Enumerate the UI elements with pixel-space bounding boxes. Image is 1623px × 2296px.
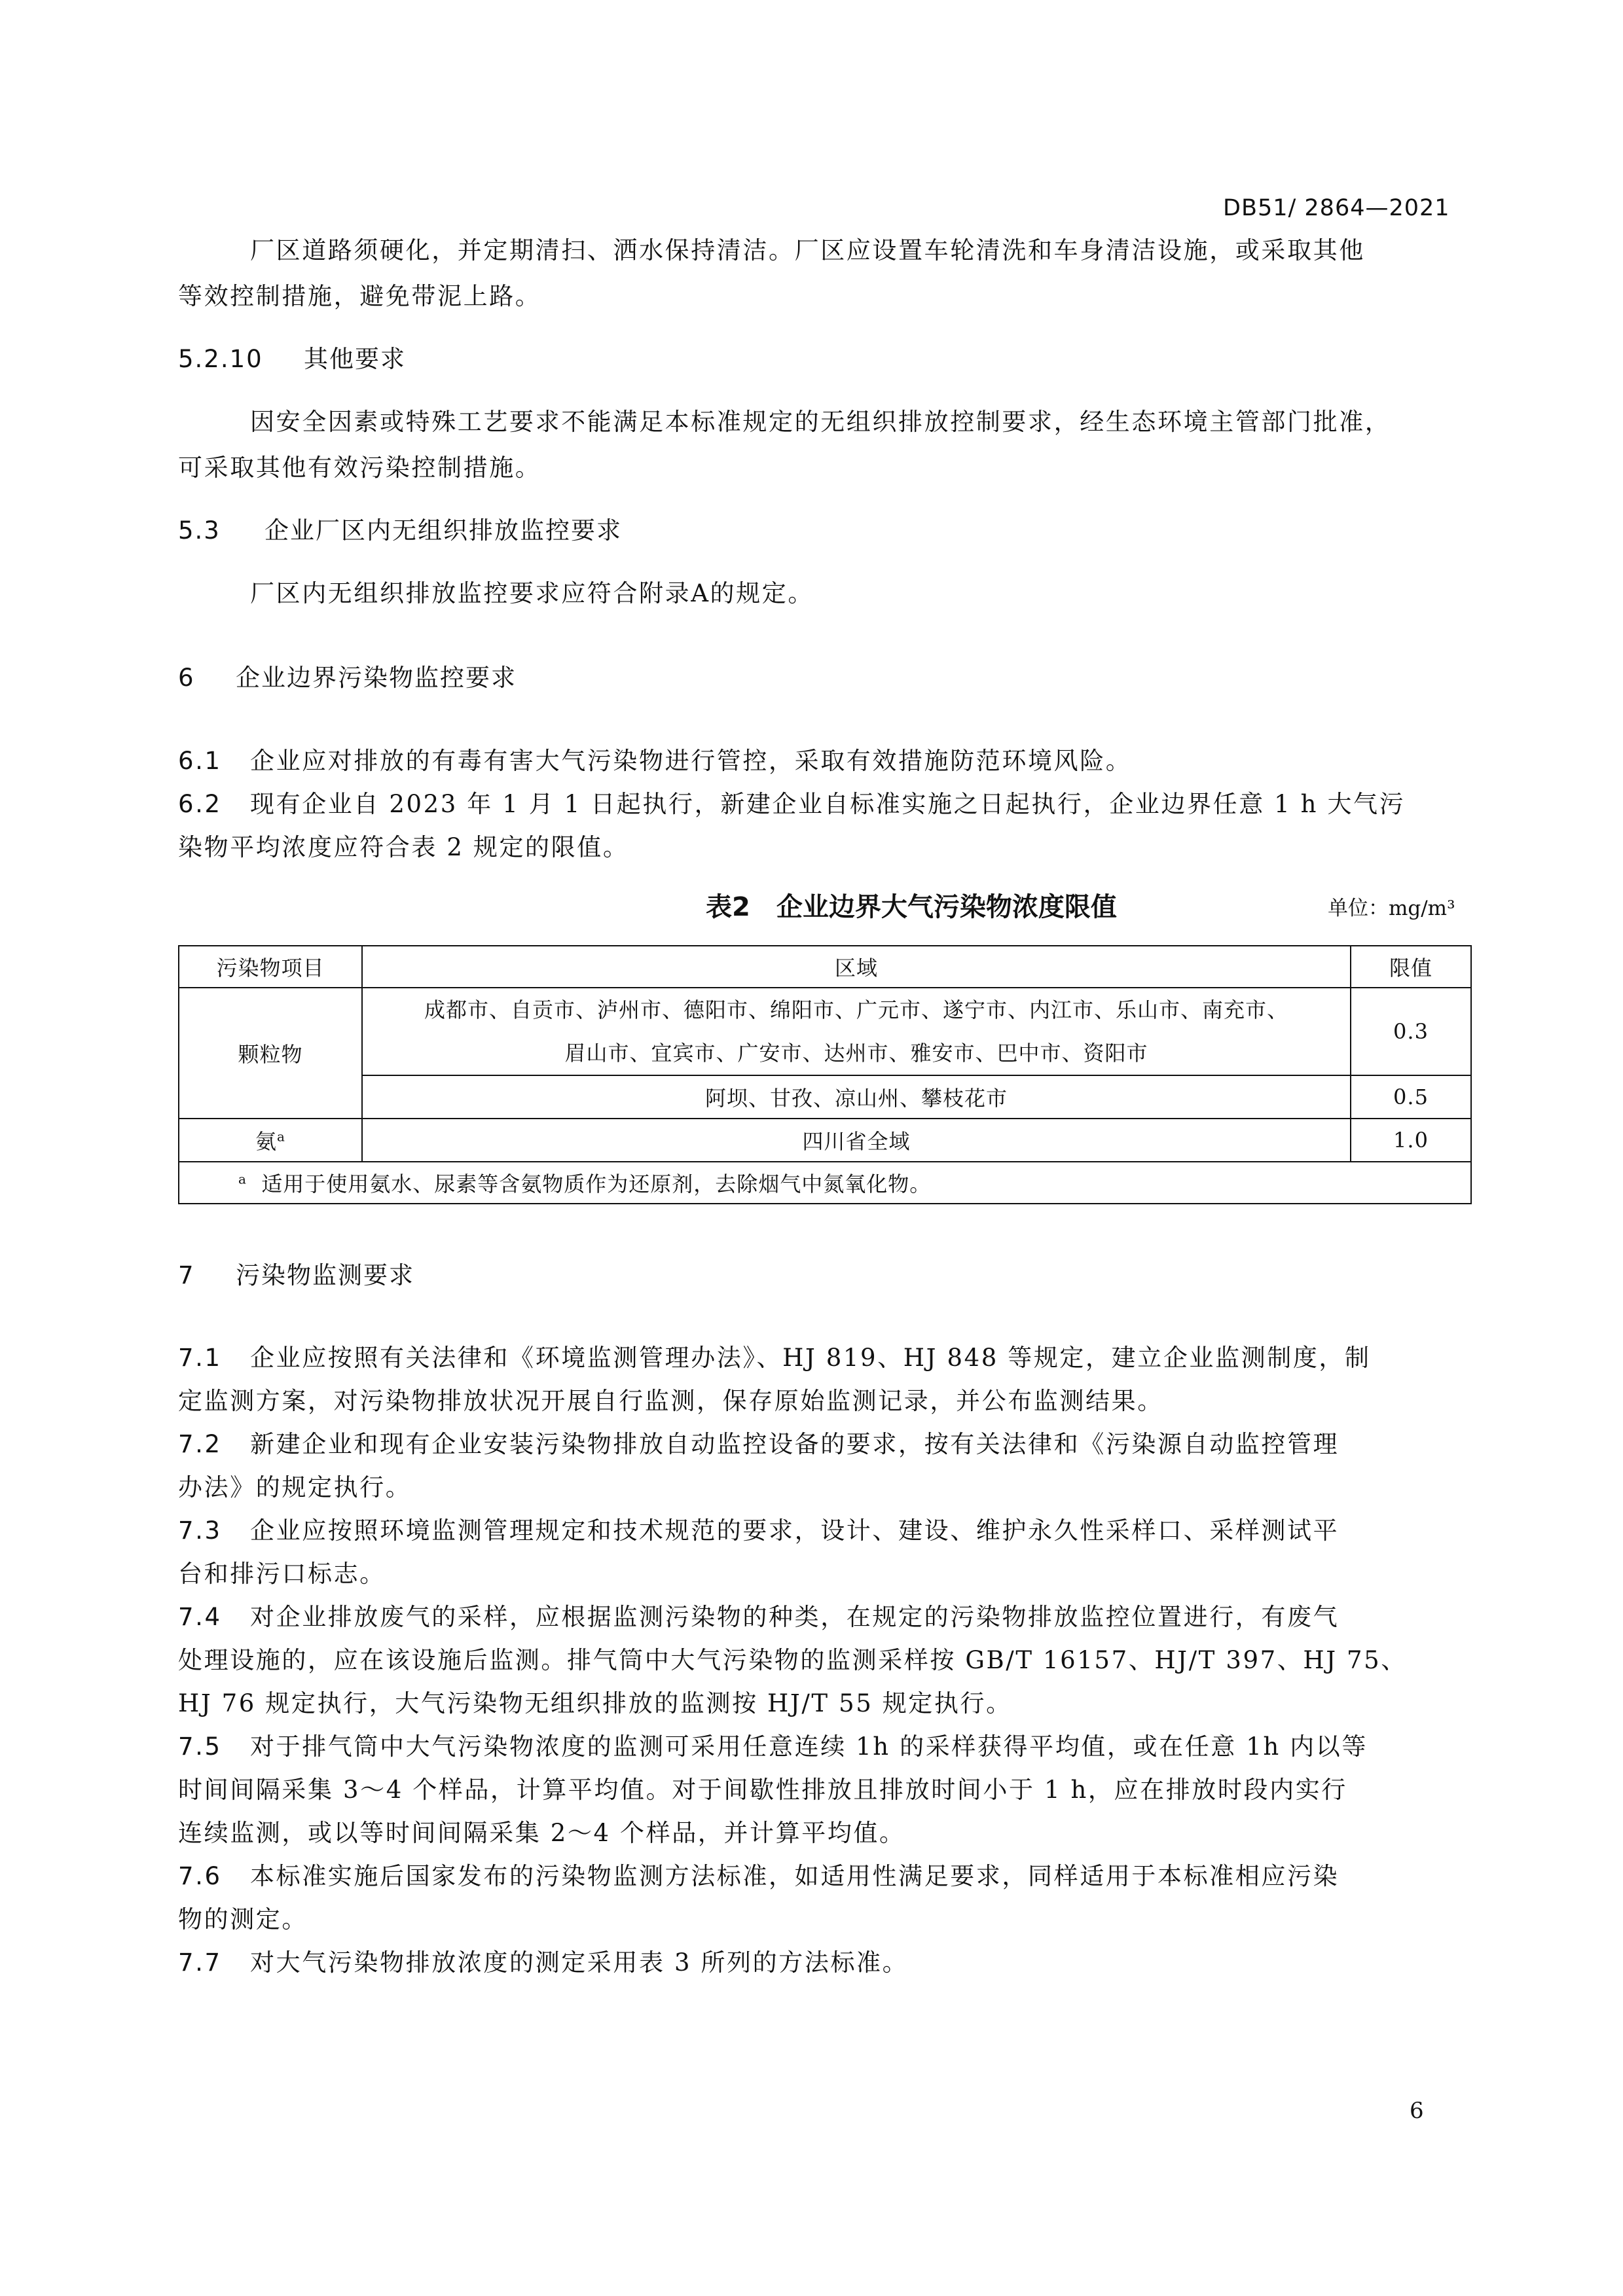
region-line: 成都市、自贡市、泸州市、德阳市、绵阳市、广元市、遂宁市、内江市、乐山市、南充市、 <box>424 997 1288 1022</box>
clause-7-6-continued: 物的测定。 <box>178 1905 308 1933</box>
clause-7-4-continued-2: HJ 76 规定执行，大气污染物无组织排放的监测按 HJ/T 55 规定执行。 <box>178 1689 1012 1717</box>
clause-number: 7.1 <box>178 1344 222 1372</box>
clause-number: 7.4 <box>178 1603 222 1631</box>
cell-limit: 0.3 <box>1351 988 1471 1075</box>
section-number: 6 <box>178 664 195 692</box>
clause-7-4 <box>178 1597 1339 1632</box>
section-title: 企业边界污染物监控要求 <box>236 664 517 692</box>
footnote-marker: a <box>238 1171 247 1187</box>
paragraph-road-line1: 厂区道路须硬化，并定期清扫、洒水保持清洁。厂区应设置车轮清洗和车身清洁设施，或采取其他 <box>250 236 1365 264</box>
footnote-marker: a <box>277 1128 285 1145</box>
clause-text: 企业应按照环境监测管理规定和技术规范的要求，设计、建设、维护永久性采样口、采样测试平 <box>250 1516 1340 1545</box>
section-title: 其他要求 <box>304 345 406 373</box>
clause-7-6 <box>178 1856 1339 1892</box>
clause-text: 对大气污染物排放浓度的测定采用表 3 所列的方法标准。 <box>250 1948 909 1977</box>
section-heading-5-3 <box>178 511 622 546</box>
clause-6-1 <box>178 741 1131 776</box>
clause-number: 6.2 <box>178 790 222 818</box>
section-number: 5.3 <box>178 516 221 545</box>
clause-7-3-continued: 台和排污口标志。 <box>178 1560 386 1588</box>
section-number: 5.2.10 <box>178 345 263 373</box>
document-code: DB51/ 2864—2021 <box>1223 195 1450 221</box>
cell-region <box>362 988 1351 1075</box>
table-unit: 单位：mg/m³ <box>1328 897 1455 920</box>
paragraph-road-line2: 等效控制措施，避免带泥上路。 <box>178 282 541 310</box>
clause-text: 现有企业自 2023 年 1 月 1 日起执行，新建企业自标准实施之日起执行，企业边界任意 1 h 大气污 <box>250 790 1406 818</box>
paragraph-other-line1: 因安全因素或特殊工艺要求不能满足本标准规定的无组织排放控制要求，经生态环境主管部门批准， <box>250 408 1391 436</box>
table-header-row <box>179 946 1471 988</box>
section-title: 污染物监测要求 <box>236 1261 414 1289</box>
clause-text: 本标准实施后国家发布的污染物监测方法标准，如适用性满足要求，同样适用于本标准相应污染 <box>250 1862 1340 1890</box>
footnote-text: 适用于使用氨水、尿素等含氨物质作为还原剂，去除烟气中氮氧化物。 <box>261 1172 932 1196</box>
clause-7-1-continued: 定监测方案，对污染物排放状况开展自行监测，保存原始监测记录，并公布监测结果。 <box>178 1387 1163 1415</box>
clause-6-2 <box>178 784 1405 819</box>
clause-number: 7.6 <box>178 1862 222 1890</box>
clause-7-2-continued: 办法》的规定执行。 <box>178 1473 412 1501</box>
cell-pollutant: 颗粒物 <box>179 988 362 1119</box>
header-limit: 限值 <box>1351 946 1471 988</box>
cell-pollutant <box>179 1119 362 1162</box>
region-line: 眉山市、宜宾市、广安市、达州市、雅安市、巴中市、资阳市 <box>564 1041 1148 1066</box>
page-number: 6 <box>1410 2098 1424 2124</box>
clause-6-2-continued: 染物平均浓度应符合表 2 规定的限值。 <box>178 833 629 861</box>
header-region: 区域 <box>362 946 1351 988</box>
paragraph-5-3: 厂区内无组织排放监控要求应符合附录A的规定。 <box>250 579 814 607</box>
clause-number: 7.7 <box>178 1948 222 1977</box>
clause-7-4-continued: 处理设施的，应在该设施后监测。排气筒中大气污染物的监测采样按 GB/T 16157、HJ/T 397、HJ 75、 <box>178 1646 1407 1674</box>
clause-text: 新建企业和现有企业安装污染物排放自动监控设备的要求，按有关法律和《污染源自动监控管理 <box>250 1430 1340 1458</box>
clause-7-7 <box>178 1943 908 1978</box>
section-title: 企业厂区内无组织排放监控要求 <box>264 516 622 545</box>
clause-number: 7.2 <box>178 1430 222 1458</box>
clause-7-5 <box>178 1727 1368 1762</box>
table-caption: 表2 企业边界大气污染物浓度限值 <box>706 892 1117 922</box>
clause-text: 企业应对排放的有毒有害大气污染物进行管控，采取有效措施防范环境风险。 <box>250 747 1132 775</box>
clause-7-1 <box>178 1338 1371 1373</box>
cell-limit: 1.0 <box>1351 1119 1471 1162</box>
section-number: 7 <box>178 1261 195 1289</box>
table-row <box>179 988 1471 1075</box>
clause-number: 7.5 <box>178 1732 222 1761</box>
clause-7-3 <box>178 1511 1339 1546</box>
table-row <box>179 1075 1471 1119</box>
table-footnote <box>179 1162 1471 1204</box>
section-heading-5-2-10 <box>178 339 406 374</box>
section-heading-6 <box>178 658 517 693</box>
cell-region: 四川省全域 <box>362 1119 1351 1162</box>
table-row <box>179 1119 1471 1162</box>
clause-7-5-continued-2: 连续监测，或以等时间间隔采集 2～4 个样品，并计算平均值。 <box>178 1819 905 1847</box>
section-heading-7 <box>178 1255 414 1291</box>
table-footnote-row <box>179 1162 1471 1204</box>
cell-limit: 0.5 <box>1351 1075 1471 1119</box>
cell-region: 阿坝、甘孜、凉山州、攀枝花市 <box>362 1075 1351 1119</box>
clause-7-5-continued: 时间间隔采集 3～4 个样品，计算平均值。对于间歇性排放且排放时间小于 1 h，应在排放时段内实行 <box>178 1776 1347 1804</box>
pollutant-name: 氨 <box>255 1129 278 1154</box>
table-emission-limits <box>178 945 1472 1204</box>
clause-text: 企业应按照有关法律和《环境监测管理办法》、HJ 819、HJ 848 等规定，建立企业监测制度，制 <box>250 1344 1371 1372</box>
clause-number: 6.1 <box>178 747 222 775</box>
clause-number: 7.3 <box>178 1516 222 1545</box>
header-pollutant: 污染物项目 <box>179 946 362 988</box>
clause-text: 对企业排放废气的采样，应根据监测污染物的种类，在规定的污染物排放监控位置进行，有废气 <box>250 1603 1340 1631</box>
paragraph-other-line2: 可采取其他有效污染控制措施。 <box>178 454 541 482</box>
clause-7-2 <box>178 1424 1339 1460</box>
clause-text: 对于排气筒中大气污染物浓度的监测可采用任意连续 1h 的采样获得平均值，或在任意 1h 内以等 <box>250 1732 1368 1761</box>
